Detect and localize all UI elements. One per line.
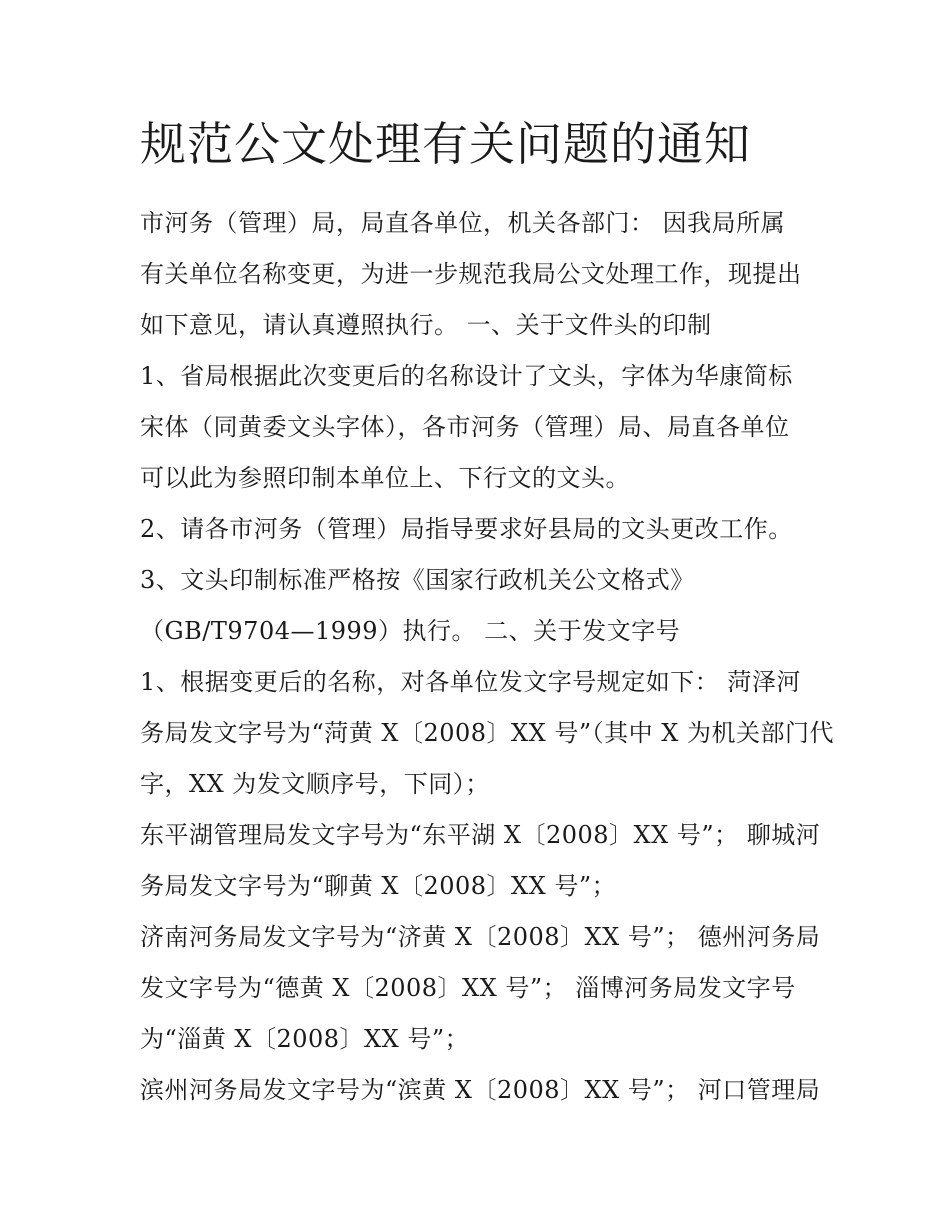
body-line: 可以此为参照印制本单位上、下行文的文头。 xyxy=(140,464,630,492)
body-line: 市河务（管理）局，局直各单位，机关各部门： 因我局所属 xyxy=(140,209,786,237)
body-line: 1、根据变更后的名称，对各单位发文字号规定如下： 菏泽河 xyxy=(140,668,801,696)
body-line: 东平湖管理局发文字号为“东平湖 X〔2008〕XX 号”； 聊城河 xyxy=(140,821,821,849)
body-line: 3、文头印制标准严格按《国家行政机关公文格式》 xyxy=(140,566,695,594)
body-line: 务局发文字号为“菏黄 X〔2008〕XX 号”（其中 X 为机关部门代 xyxy=(140,719,834,747)
body-line: 有关单位名称变更，为进一步规范我局公文处理工作，现提出 xyxy=(140,260,802,288)
document-title: 规范公文处理有关问题的通知 xyxy=(140,117,751,171)
body-line: 滨州河务局发文字号为“滨黄 X〔2008〕XX 号”； 河口管理局 xyxy=(140,1076,821,1104)
body-line: 1、省局根据此次变更后的名称设计了文头，字体为华康简标 xyxy=(140,362,793,390)
body-line: 为“淄黄 X〔2008〕XX 号”； xyxy=(140,1025,470,1053)
body-line: 发文字号为“德黄 X〔2008〕XX 号”； 淄博河务局发文字号 xyxy=(140,974,796,1002)
body-line: 2、请各市河务（管理）局指导要求好县局的文头更改工作。 xyxy=(140,515,793,543)
document-body xyxy=(140,198,834,1116)
body-line: （GB/T9704—1999）执行。 二、关于发文字号 xyxy=(140,617,681,645)
body-line: 务局发文字号为“聊黄 X〔2008〕XX 号”； xyxy=(140,872,617,900)
body-line: 字，XX 为发文顺序号，下同）； xyxy=(140,770,490,798)
body-line: 宋体（同黄委文头字体），各市河务（管理）局、局直各单位 xyxy=(140,413,790,441)
body-line: 济南河务局发文字号为“济黄 X〔2008〕XX 号”； 德州河务局 xyxy=(140,923,821,951)
body-line: 如下意见，请认真遵照执行。 一、关于文件头的印制 xyxy=(140,311,712,339)
